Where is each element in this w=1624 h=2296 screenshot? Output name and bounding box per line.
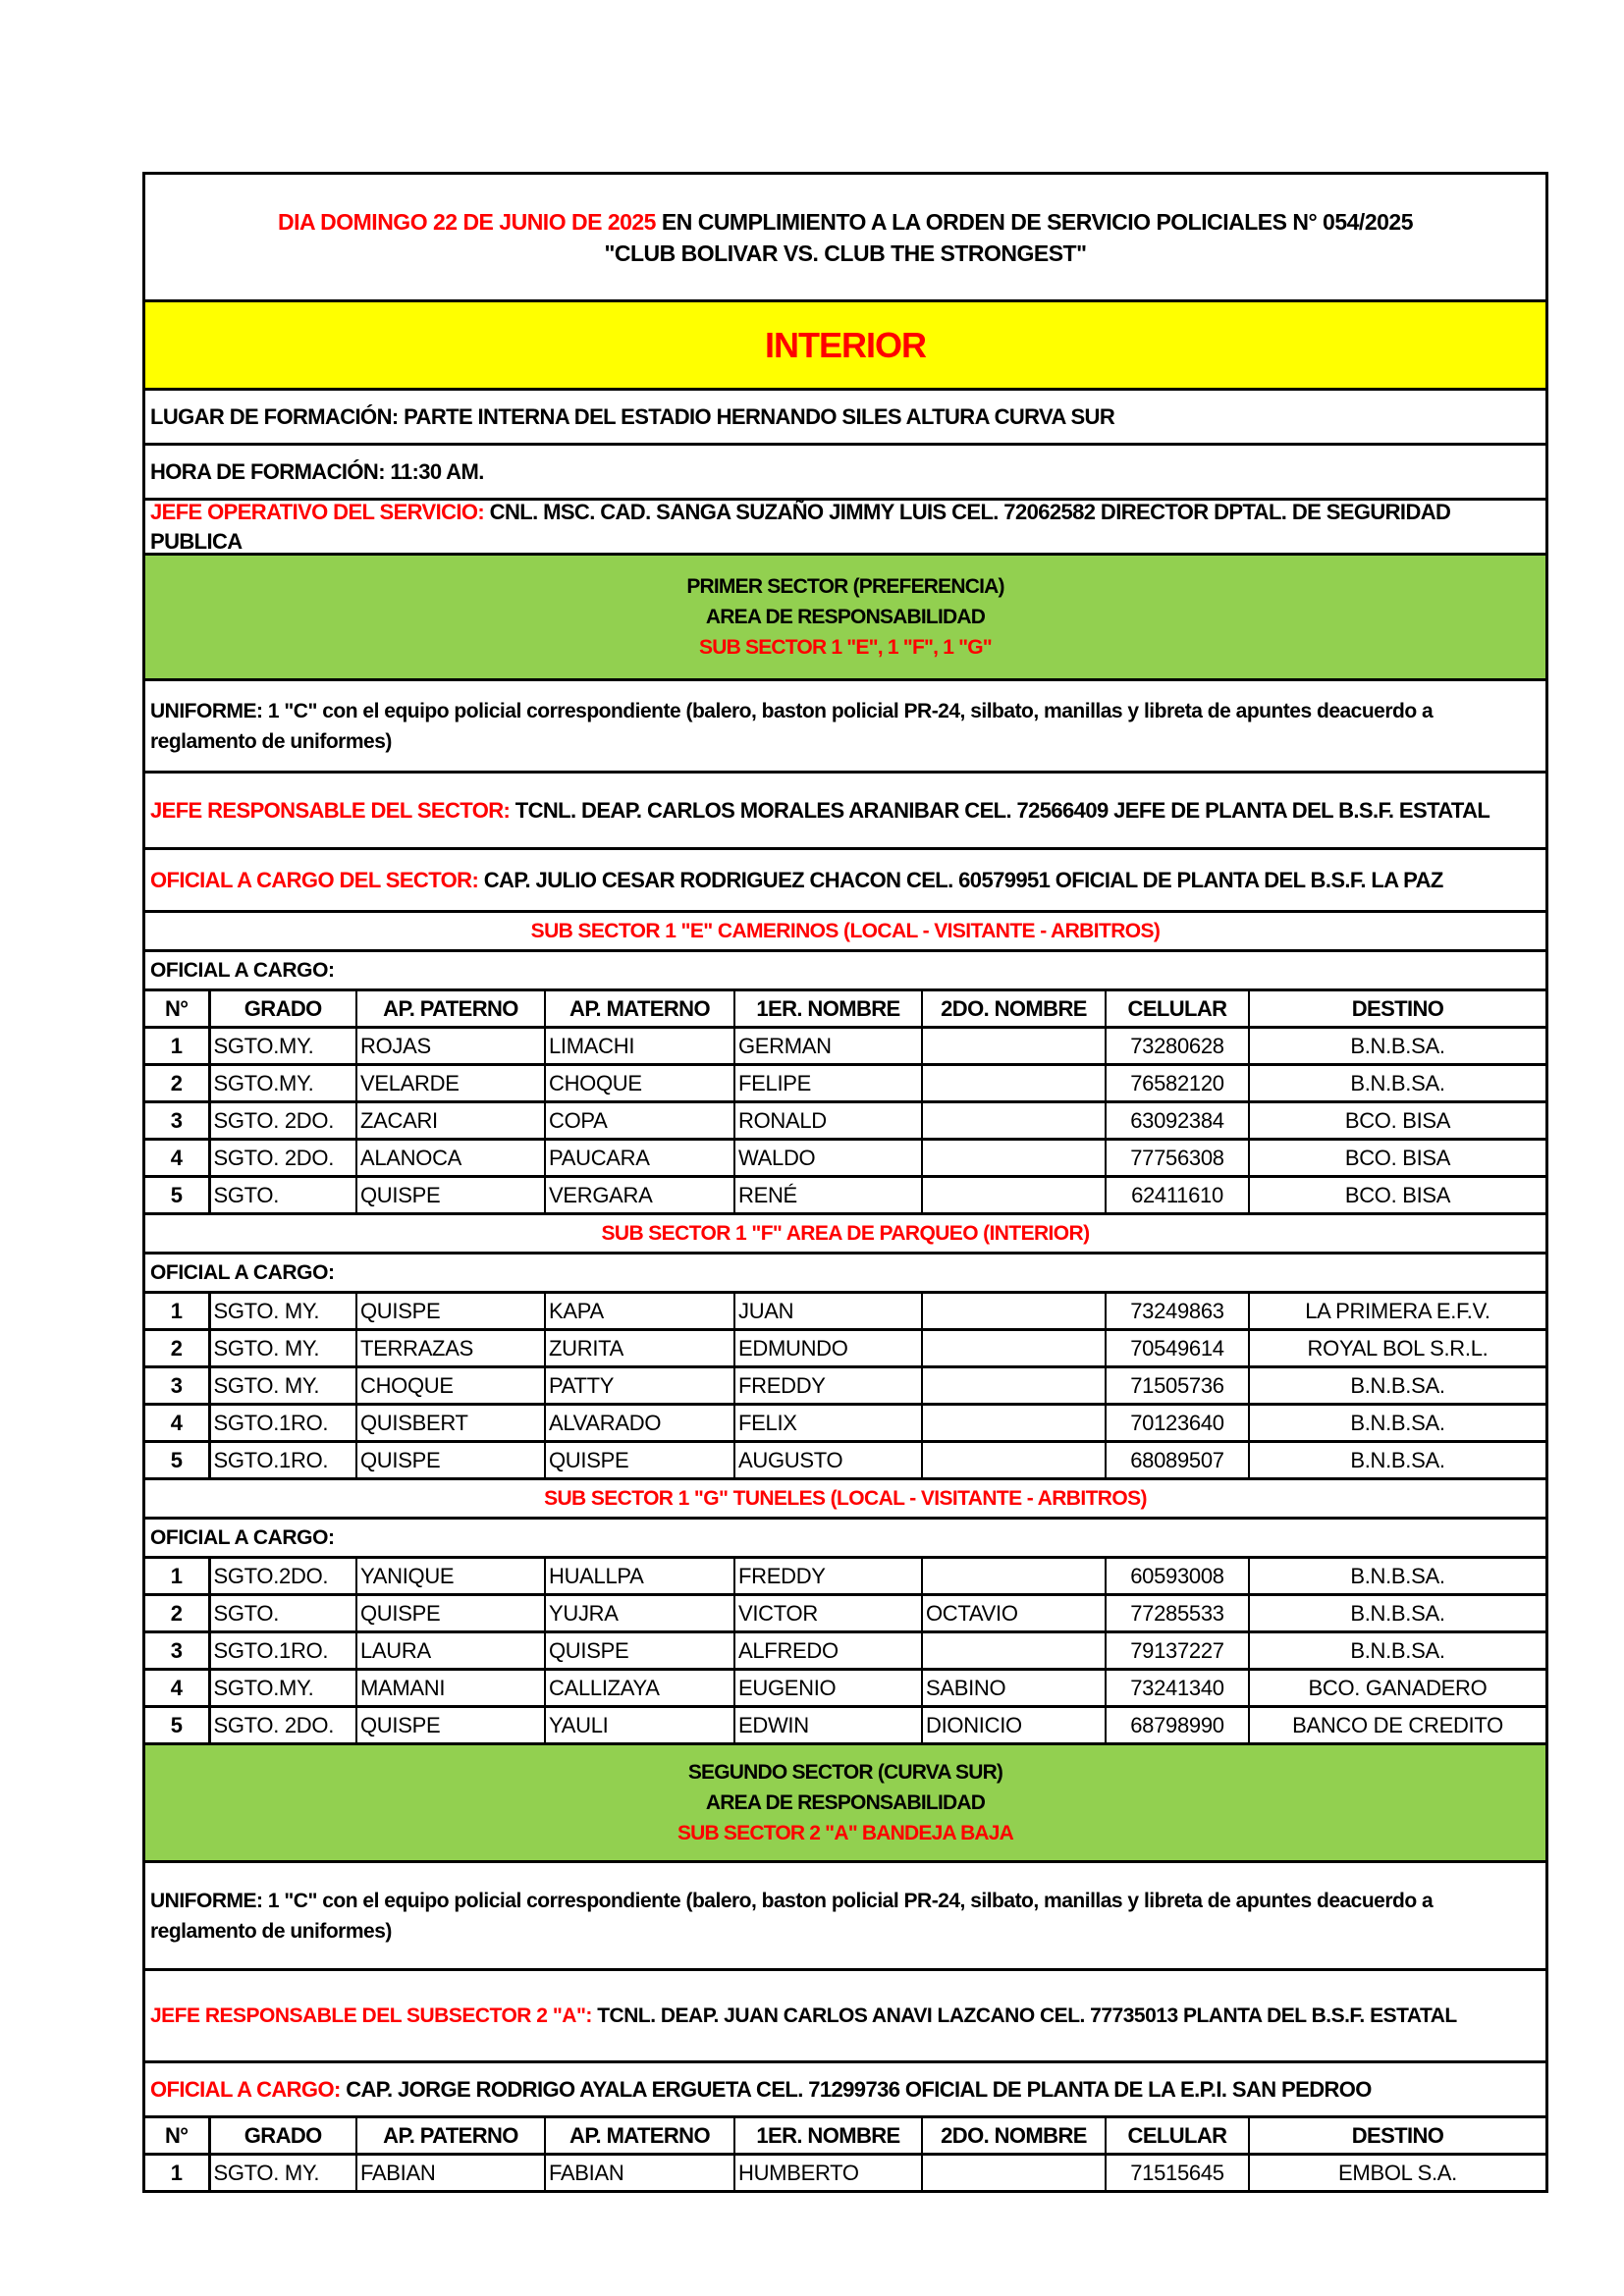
- cell-1er-nombre: RONALD: [734, 1102, 922, 1140]
- cell-celular: 73280628: [1106, 1028, 1249, 1065]
- cell-ap-materno: LIMACHI: [545, 1028, 734, 1065]
- table-row: [145, 1405, 1545, 1442]
- cell-1er-nombre: RENÉ: [734, 1177, 922, 1214]
- col-header-celular: CELULAR: [1106, 991, 1249, 1028]
- cell-celular: 73249863: [1106, 1294, 1249, 1330]
- cell-ap-paterno: ALANOCA: [356, 1140, 545, 1177]
- cell-2do-nombre: [922, 1367, 1106, 1405]
- col-header-1er-nombre: 1ER. NOMBRE: [734, 991, 922, 1028]
- sector2-chief-value: TCNL. DEAP. JUAN CARLOS ANAVI LAZCANO CEL. 77735013 PLANTA DEL B.S.F. ESTATAL: [591, 2004, 1457, 2027]
- cell-1er-nombre: FELIPE: [734, 1065, 922, 1102]
- cell-number: 1: [145, 1028, 209, 1065]
- cell-destino: B.N.B.SA.: [1249, 1559, 1545, 1595]
- cell-destino: BCO. GANADERO: [1249, 1670, 1545, 1707]
- cell-grado: SGTO. 2DO.: [209, 1102, 356, 1140]
- sector2-table-wrap: [145, 2118, 1545, 2193]
- sector2-officer-row: [145, 2063, 1545, 2118]
- sector1-header: [145, 556, 1545, 681]
- cell-2do-nombre: [922, 1330, 1106, 1367]
- sector2-subsector: SUB SECTOR 2 "A" BANDEJA BAJA: [677, 1822, 1014, 1844]
- cell-2do-nombre: [922, 1140, 1106, 1177]
- subsector-1g-officer-label: OFICIAL A CARGO:: [150, 1525, 335, 1549]
- sector1-title: PRIMER SECTOR (PREFERENCIA): [686, 575, 1004, 598]
- table-row: [145, 1707, 1545, 1744]
- col-header-grado: GRADO: [209, 2118, 356, 2155]
- cell-number: 3: [145, 1632, 209, 1670]
- sector1-officer-row: [145, 850, 1545, 913]
- table-row: [145, 1065, 1545, 1102]
- header-date: DIA DOMINGO 22 DE JUNIO DE 2025: [278, 208, 656, 235]
- cell-ap-paterno: YANIQUE: [356, 1559, 545, 1595]
- cell-number: 1: [145, 1294, 209, 1330]
- cell-grado: SGTO. MY.: [209, 1367, 356, 1405]
- operational-chief-value: CNL. MSC. CAD. SANGA SUZAÑO JIMMY LUIS CEL. 72062582 DIRECTOR DPTAL. DE SEGURIDAD PUBLICA: [150, 499, 1451, 554]
- cell-1er-nombre: HUMBERTO: [734, 2155, 922, 2192]
- cell-1er-nombre: FELIX: [734, 1405, 922, 1442]
- cell-grado: SGTO. 2DO.: [209, 1707, 356, 1744]
- cell-1er-nombre: EDMUNDO: [734, 1330, 922, 1367]
- subsector-1e-title: SUB SECTOR 1 "E" CAMERINOS (LOCAL - VISITANTE - ARBITROS): [530, 919, 1161, 942]
- sector2-officer-value: CAP. JORGE RODRIGO AYALA ERGUETA CEL. 71299736 OFICIAL DE PLANTA DE LA E.P.I. SAN PEDROO: [340, 2076, 1372, 2102]
- header-match: "CLUB BOLIVAR VS. CLUB THE STRONGEST": [604, 240, 1087, 266]
- cell-destino: B.N.B.SA.: [1249, 1632, 1545, 1670]
- cell-destino: B.N.B.SA.: [1249, 1442, 1545, 1479]
- cell-celular: 79137227: [1106, 1632, 1249, 1670]
- cell-destino: B.N.B.SA.: [1249, 1065, 1545, 1102]
- table-row: [145, 1102, 1545, 1140]
- service-order-sheet: [142, 172, 1548, 2193]
- cell-grado: SGTO.1RO.: [209, 1442, 356, 1479]
- cell-destino: BCO. BISA: [1249, 1177, 1545, 1214]
- header-order: EN CUMPLIMIENTO A LA ORDEN DE SERVICIO POLICIALES N° 054/2025: [655, 208, 1413, 235]
- cell-number: 5: [145, 1177, 209, 1214]
- sector1-area: AREA DE RESPONSABILIDAD: [705, 606, 986, 628]
- cell-celular: 68089507: [1106, 1442, 1249, 1479]
- col-header-ap-paterno: AP. PATERNO: [356, 991, 545, 1028]
- col-header-2do-nombre: 2DO. NOMBRE: [922, 991, 1106, 1028]
- cell-celular: 73241340: [1106, 1670, 1249, 1707]
- table-row: [145, 1632, 1545, 1670]
- cell-number: 5: [145, 1707, 209, 1744]
- cell-ap-materno: COPA: [545, 1102, 734, 1140]
- cell-number: 5: [145, 1442, 209, 1479]
- cell-ap-paterno: ZACARI: [356, 1102, 545, 1140]
- cell-destino: B.N.B.SA.: [1249, 1028, 1545, 1065]
- cell-grado: SGTO. MY.: [209, 1294, 356, 1330]
- cell-number: 4: [145, 1405, 209, 1442]
- cell-grado: SGTO.MY.: [209, 1065, 356, 1102]
- cell-celular: 68798990: [1106, 1707, 1249, 1744]
- cell-celular: 62411610: [1106, 1177, 1249, 1214]
- table-header-row: [145, 991, 1545, 1028]
- sector2-chief-label: JEFE RESPONSABLE DEL SUBSECTOR 2 "A":: [150, 2004, 592, 2027]
- cell-2do-nombre: [922, 2155, 1106, 2192]
- cell-ap-materno: CHOQUE: [545, 1065, 734, 1102]
- cell-ap-materno: VERGARA: [545, 1177, 734, 1214]
- cell-grado: SGTO.MY.: [209, 1028, 356, 1065]
- sector2-uniform-row: [145, 1863, 1545, 1971]
- table-row: [145, 1442, 1545, 1479]
- cell-2do-nombre: SABINO: [922, 1670, 1106, 1707]
- cell-grado: SGTO.1RO.: [209, 1632, 356, 1670]
- subsector-1f-officer-row: [145, 1255, 1545, 1294]
- cell-celular: 63092384: [1106, 1102, 1249, 1140]
- table-row: [145, 1559, 1545, 1595]
- cell-grado: SGTO.1RO.: [209, 1405, 356, 1442]
- operational-chief-row: [145, 501, 1545, 556]
- cell-destino: BCO. BISA: [1249, 1102, 1545, 1140]
- cell-destino: EMBOL S.A.: [1249, 2155, 1545, 2192]
- cell-ap-materno: HUALLPA: [545, 1559, 734, 1595]
- cell-number: 3: [145, 1102, 209, 1140]
- subsector-1e-table: [145, 991, 1545, 1215]
- col-header-number: N°: [145, 991, 209, 1028]
- subsector-1e-officer-row: [145, 952, 1545, 991]
- table-row: [145, 1294, 1545, 1330]
- table-row: [145, 1595, 1545, 1632]
- sector2-header: [145, 1745, 1545, 1863]
- formation-time-row: [145, 446, 1545, 501]
- table-row: [145, 2155, 1545, 2192]
- sector1-uniform-row: [145, 681, 1545, 774]
- cell-ap-paterno: QUISPE: [356, 1294, 545, 1330]
- sector2-uniform: UNIFORME: 1 "C" con el equipo policial correspondiente (balero, baston policial PR-24, silbato, manillas y libreta de apuntes deacuerdo a reglamento de uniformes): [150, 1889, 1434, 1943]
- cell-2do-nombre: [922, 1442, 1106, 1479]
- subsector-1e-table-wrap: [145, 991, 1545, 1215]
- table-row: [145, 1177, 1545, 1214]
- sector2-chief-row: [145, 1971, 1545, 2063]
- cell-ap-paterno: FABIAN: [356, 2155, 545, 2192]
- subsector-1g-title-row: [145, 1480, 1545, 1520]
- sector2-table: [145, 2118, 1545, 2193]
- cell-2do-nombre: [922, 1177, 1106, 1214]
- operational-chief: [145, 498, 1545, 557]
- table-row: [145, 1140, 1545, 1177]
- subsector-1f-table: [145, 1294, 1545, 1480]
- table-row: [145, 1367, 1545, 1405]
- cell-celular: 76582120: [1106, 1065, 1249, 1102]
- cell-ap-paterno: TERRAZAS: [356, 1330, 545, 1367]
- table-row: [145, 1028, 1545, 1065]
- cell-destino: BANCO DE CREDITO: [1249, 1707, 1545, 1744]
- cell-ap-materno: CALLIZAYA: [545, 1670, 734, 1707]
- col-header-destino: DESTINO: [1249, 991, 1545, 1028]
- subsector-1g-table-wrap: [145, 1559, 1545, 1745]
- col-header-ap-paterno: AP. PATERNO: [356, 2118, 545, 2155]
- cell-ap-materno: KAPA: [545, 1294, 734, 1330]
- cell-2do-nombre: OCTAVIO: [922, 1595, 1106, 1632]
- cell-1er-nombre: FREDDY: [734, 1559, 922, 1595]
- subsector-1f-officer-label: OFICIAL A CARGO:: [150, 1260, 335, 1284]
- sector1-officer: [145, 866, 1443, 895]
- cell-celular: 60593008: [1106, 1559, 1249, 1595]
- cell-celular: 71505736: [1106, 1367, 1249, 1405]
- cell-1er-nombre: EDWIN: [734, 1707, 922, 1744]
- col-header-number: N°: [145, 2118, 209, 2155]
- cell-2do-nombre: [922, 1065, 1106, 1102]
- cell-ap-materno: PAUCARA: [545, 1140, 734, 1177]
- cell-number: 2: [145, 1330, 209, 1367]
- cell-1er-nombre: JUAN: [734, 1294, 922, 1330]
- cell-destino: BCO. BISA: [1249, 1140, 1545, 1177]
- cell-celular: 70549614: [1106, 1330, 1249, 1367]
- cell-ap-paterno: QUISPE: [356, 1442, 545, 1479]
- sector2-chief: [145, 2001, 1496, 2031]
- cell-2do-nombre: [922, 1405, 1106, 1442]
- sector2-officer-label: OFICIAL A CARGO:: [150, 2076, 341, 2102]
- operational-chief-label: JEFE OPERATIVO DEL SERVICIO:: [150, 499, 485, 524]
- cell-number: 4: [145, 1670, 209, 1707]
- cell-ap-materno: ALVARADO: [545, 1405, 734, 1442]
- cell-number: 3: [145, 1367, 209, 1405]
- cell-ap-materno: PATTY: [545, 1367, 734, 1405]
- cell-grado: SGTO. MY.: [209, 1330, 356, 1367]
- subsector-1g-table: [145, 1559, 1545, 1745]
- cell-destino: B.N.B.SA.: [1249, 1595, 1545, 1632]
- sector2-officer: [145, 2075, 1372, 2105]
- cell-destino: ROYAL BOL S.R.L.: [1249, 1330, 1545, 1367]
- cell-celular: 77285533: [1106, 1595, 1249, 1632]
- cell-ap-paterno: MAMANI: [356, 1670, 545, 1707]
- cell-ap-paterno: QUISPE: [356, 1595, 545, 1632]
- table-header-row: [145, 2118, 1545, 2155]
- cell-1er-nombre: VICTOR: [734, 1595, 922, 1632]
- cell-ap-paterno: QUISPE: [356, 1707, 545, 1744]
- cell-destino: LA PRIMERA E.F.V.: [1249, 1294, 1545, 1330]
- col-header-ap-materno: AP. MATERNO: [545, 991, 734, 1028]
- cell-ap-materno: QUISPE: [545, 1442, 734, 1479]
- cell-grado: SGTO.MY.: [209, 1670, 356, 1707]
- cell-2do-nombre: [922, 1294, 1106, 1330]
- col-header-1er-nombre: 1ER. NOMBRE: [734, 2118, 922, 2155]
- cell-1er-nombre: FREDDY: [734, 1367, 922, 1405]
- cell-destino: B.N.B.SA.: [1249, 1405, 1545, 1442]
- sector1-chief-label: JEFE RESPONSABLE DEL SECTOR:: [150, 797, 511, 823]
- cell-celular: 70123640: [1106, 1405, 1249, 1442]
- sector1-uniform: UNIFORME: 1 "C" con el equipo policial correspondiente (balero, baston policial PR-24, silbato, manillas y libreta de apuntes deacuerdo a reglamento de uniformes): [150, 699, 1434, 753]
- interior-label: INTERIOR: [764, 324, 926, 365]
- cell-ap-paterno: ROJAS: [356, 1028, 545, 1065]
- document-header: [145, 175, 1545, 302]
- cell-ap-paterno: QUISPE: [356, 1177, 545, 1214]
- cell-ap-paterno: CHOQUE: [356, 1367, 545, 1405]
- col-header-ap-materno: AP. MATERNO: [545, 2118, 734, 2155]
- cell-ap-materno: QUISPE: [545, 1632, 734, 1670]
- col-header-grado: GRADO: [209, 991, 356, 1028]
- subsector-1g-title: SUB SECTOR 1 "G" TUNELES (LOCAL - VISITANTE - ARBITROS): [544, 1486, 1147, 1510]
- cell-2do-nombre: DIONICIO: [922, 1707, 1106, 1744]
- subsector-1e-title-row: [145, 913, 1545, 952]
- subsector-1f-title-row: [145, 1215, 1545, 1255]
- cell-ap-materno: YUJRA: [545, 1595, 734, 1632]
- table-row: [145, 1330, 1545, 1367]
- cell-grado: SGTO.: [209, 1177, 356, 1214]
- subsector-1f-title: SUB SECTOR 1 "F" AREA DE PARQUEO (INTERIOR): [601, 1221, 1090, 1245]
- cell-number: 2: [145, 1595, 209, 1632]
- sector1-chief-row: [145, 774, 1545, 850]
- formation-place-row: [145, 391, 1545, 446]
- cell-2do-nombre: [922, 1028, 1106, 1065]
- cell-ap-materno: FABIAN: [545, 2155, 734, 2192]
- col-header-celular: CELULAR: [1106, 2118, 1249, 2155]
- cell-1er-nombre: WALDO: [734, 1140, 922, 1177]
- cell-grado: SGTO.2DO.: [209, 1559, 356, 1595]
- subsector-1f-table-wrap: [145, 1294, 1545, 1480]
- sector1-officer-label: OFICIAL A CARGO DEL SECTOR:: [150, 867, 479, 892]
- cell-1er-nombre: GERMAN: [734, 1028, 922, 1065]
- cell-ap-paterno: LAURA: [356, 1632, 545, 1670]
- cell-2do-nombre: [922, 1102, 1106, 1140]
- cell-celular: 71515645: [1106, 2155, 1249, 2192]
- cell-destino: B.N.B.SA.: [1249, 1367, 1545, 1405]
- formation-time: HORA DE FORMACIÓN: 11:30 AM.: [150, 458, 484, 484]
- cell-1er-nombre: EUGENIO: [734, 1670, 922, 1707]
- cell-ap-materno: YAULI: [545, 1707, 734, 1744]
- sector1-chief-value: TCNL. DEAP. CARLOS MORALES ARANIBAR CEL. 72566409 JEFE DE PLANTA DEL B.S.F. ESTATAL: [510, 797, 1490, 823]
- cell-grado: SGTO.: [209, 1595, 356, 1632]
- header-line-1: [278, 206, 1413, 238]
- cell-ap-paterno: VELARDE: [356, 1065, 545, 1102]
- cell-ap-materno: ZURITA: [545, 1330, 734, 1367]
- subsector-1g-officer-row: [145, 1520, 1545, 1559]
- cell-celular: 77756308: [1106, 1140, 1249, 1177]
- col-header-destino: DESTINO: [1249, 2118, 1545, 2155]
- cell-ap-paterno: QUISBERT: [356, 1405, 545, 1442]
- formation-place: LUGAR DE FORMACIÓN: PARTE INTERNA DEL ESTADIO HERNANDO SILES ALTURA CURVA SUR: [150, 403, 1115, 429]
- cell-grado: SGTO. MY.: [209, 2155, 356, 2192]
- cell-2do-nombre: [922, 1559, 1106, 1595]
- subsector-1e-officer-label: OFICIAL A CARGO:: [150, 958, 335, 982]
- cell-2do-nombre: [922, 1632, 1106, 1670]
- col-header-2do-nombre: 2DO. NOMBRE: [922, 2118, 1106, 2155]
- cell-1er-nombre: ALFREDO: [734, 1632, 922, 1670]
- sector1-chief: [145, 796, 1489, 826]
- cell-number: 1: [145, 1559, 209, 1595]
- sector2-title: SEGUNDO SECTOR (CURVA SUR): [687, 1761, 1003, 1784]
- cell-grado: SGTO. 2DO.: [209, 1140, 356, 1177]
- sector1-officer-value: CAP. JULIO CESAR RODRIGUEZ CHACON CEL. 60579951 OFICIAL DE PLANTA DEL B.S.F. LA PAZ: [478, 867, 1443, 892]
- sector2-area: AREA DE RESPONSABILIDAD: [705, 1791, 986, 1814]
- cell-1er-nombre: AUGUSTO: [734, 1442, 922, 1479]
- cell-number: 4: [145, 1140, 209, 1177]
- cell-number: 1: [145, 2155, 209, 2192]
- interior-banner: [145, 302, 1545, 391]
- cell-number: 2: [145, 1065, 209, 1102]
- sector1-subsectors: SUB SECTOR 1 "E", 1 "F", 1 "G": [699, 636, 992, 659]
- table-row: [145, 1670, 1545, 1707]
